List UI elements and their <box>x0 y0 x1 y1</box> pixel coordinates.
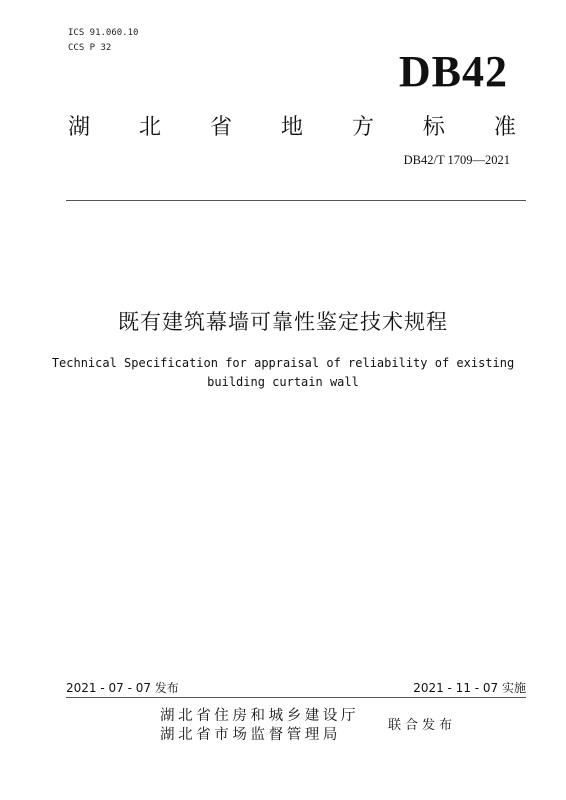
standard-code: DB42 <box>398 47 508 96</box>
joint-release-label: 联合发布 <box>388 718 457 733</box>
document-title-chinese: 既有建筑幕墙可靠性鉴定技术规程 <box>118 310 448 334</box>
issuer-market-regulation-bureau: 湖北省市场监督管理局 <box>160 727 341 743</box>
standard-type <box>68 110 516 141</box>
top-divider <box>66 200 526 201</box>
document-title-english-line1: Technical Specification for appraisal of reliability of existing <box>51 356 515 370</box>
publish-date: 2021 - 07 - 07 发布 <box>66 681 179 695</box>
standard-type-char: 省 <box>209 115 232 140</box>
standard-type-char: 准 <box>493 115 516 140</box>
standard-type-char: 湖 <box>68 115 91 140</box>
document-title-english-line2: building curtain wall <box>207 375 359 389</box>
standard-type-char: 地 <box>280 115 303 140</box>
implementation-date: 2021 - 11 - 07 实施 <box>413 681 526 695</box>
ccs-code: CCS P 32 <box>68 43 112 53</box>
issuer-housing-department: 湖北省住房和城乡建设厅 <box>160 708 360 724</box>
standard-number: DB42/T 1709—2021 <box>403 153 510 167</box>
bottom-divider <box>66 697 526 698</box>
ics-code: ICS 91.060.10 <box>68 28 139 38</box>
standard-type-char: 北 <box>138 115 161 140</box>
standard-type-char: 方 <box>351 115 374 140</box>
standard-type-char: 标 <box>422 115 445 140</box>
